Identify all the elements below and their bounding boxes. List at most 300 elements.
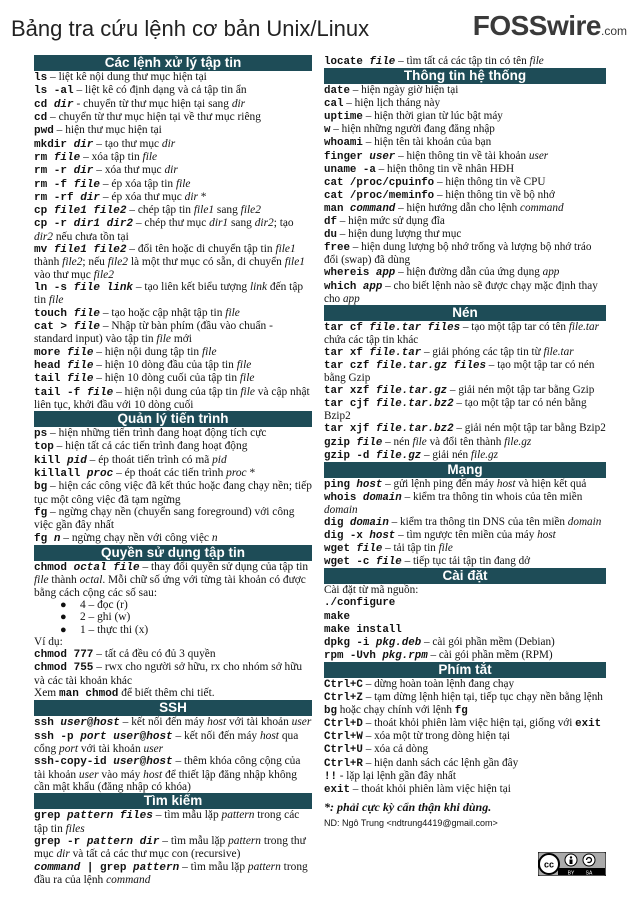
argument-name: pattern (221, 809, 255, 822)
command-text: rpm -Uvh (324, 649, 383, 662)
argument-name: dir (56, 848, 70, 861)
command-row (324, 228, 606, 241)
command-row (34, 648, 312, 661)
command-row (34, 506, 312, 532)
command-row (324, 136, 606, 149)
command-row (324, 123, 606, 136)
command-text: cal (324, 98, 344, 111)
command-row (324, 529, 606, 542)
argument-name: file (412, 435, 427, 448)
command-argument: command (34, 861, 81, 874)
description-text: – hiện tất cả các tiến trình đang hoạt động (53, 440, 248, 453)
command-argument: file.tar (369, 346, 422, 359)
command-row (324, 757, 606, 770)
command-text: ls -al (34, 85, 74, 98)
description-text: . Mỗi chữ số ứng với từng tài khoản có được bằng cách cộng các số sau: (34, 574, 306, 599)
command-row (34, 636, 312, 648)
command-text: Ctrl+Z (324, 692, 363, 705)
command-text: rm (34, 151, 54, 164)
description-text: chứa các tập tin khác (324, 333, 419, 346)
command-row (34, 835, 312, 861)
command-argument: pid (67, 454, 87, 467)
command-argument: port user (80, 730, 140, 743)
warning-note: *: phải cực kỳ cẩn thận khi dùng. (324, 799, 492, 814)
command-argument: file (86, 386, 114, 399)
section-heading: SSH (34, 700, 312, 716)
section-heading: Mạng (324, 462, 606, 478)
command-text: chmod 755 (34, 662, 94, 675)
command-row (34, 427, 312, 440)
description-text: – hiện dung lượng thư mục (336, 228, 462, 241)
command-row (324, 730, 606, 743)
command-row (34, 124, 312, 137)
description-text: * (246, 467, 256, 480)
argument-name: file1 (193, 204, 215, 217)
description-text: – hiện lịch tháng này (343, 97, 441, 110)
list-item: ● 4 – đọc (r) (60, 599, 312, 611)
command-text: which (324, 280, 363, 293)
description-text: – ép xóa tập tin (100, 177, 176, 190)
command-row (34, 440, 312, 453)
command-argument: user (369, 150, 396, 163)
description-text: – tất cả đều có đủ 3 quyền (93, 648, 216, 661)
command-text: @ (139, 730, 147, 743)
command-text: free (324, 242, 350, 255)
command-row (34, 164, 312, 177)
command-text: mv (34, 244, 54, 257)
command-text: ssh (34, 717, 61, 730)
argument-name: file (236, 358, 252, 371)
command-text: tar cjf (324, 398, 376, 411)
command-row (34, 716, 312, 729)
command-argument: octal file (73, 561, 140, 574)
description-text: - lặp lại lệnh gần đây nhất (336, 769, 456, 782)
command-text: tail -f (34, 386, 87, 399)
argument-name: file (201, 345, 217, 358)
description-text: sang (228, 217, 255, 230)
command-row (324, 555, 606, 568)
command-row (324, 649, 606, 662)
argument-name: file (239, 372, 255, 385)
command-text: killall (34, 468, 87, 481)
command-argument: file (67, 359, 94, 372)
argument-name: file1 (275, 243, 296, 256)
description-text: – xóa tập tin (80, 150, 143, 163)
description-text: – hiện thông tin về CPU (434, 175, 546, 188)
command-argument: domain (362, 491, 402, 504)
command-argument: host (146, 730, 173, 743)
command-row (324, 215, 606, 228)
section (34, 793, 312, 886)
description-text: – ép thoát tiến trình có mã (86, 453, 213, 466)
description-text: – gửi lệnh ping đến máy (382, 477, 497, 490)
command-text: cd (34, 98, 54, 111)
command-row (324, 241, 606, 266)
description-text: – Nhập từ bàn phím (đầu vào chuẩn - standard input) vào tập tin (34, 319, 273, 346)
argument-name: file (142, 150, 158, 163)
command-argument: file (73, 307, 101, 320)
command-row (324, 449, 606, 462)
header (11, 10, 627, 48)
section-heading: Thông tin hệ thống (324, 68, 606, 84)
command-argument: dir (73, 165, 94, 178)
permission-list (60, 599, 312, 636)
description-text: – tìm mẫu lặp (179, 860, 248, 873)
command-row (324, 84, 606, 97)
left-column (34, 55, 312, 886)
command-row (324, 542, 606, 555)
command-row (34, 755, 312, 793)
argument-name: dir1 (209, 217, 229, 230)
description-text: – giải nén một tập tar bằng Bzip2 (453, 422, 606, 435)
command-row (34, 111, 312, 124)
description-text: trong các tập tin (34, 809, 300, 835)
command-row (34, 561, 312, 599)
description-text: và đổi tên thành (426, 435, 505, 448)
argument-name: octal (79, 574, 103, 587)
section (34, 545, 312, 700)
command-row (324, 97, 606, 110)
command-text: ls (34, 72, 48, 84)
command-text: ssh-copy-id (34, 756, 114, 769)
command-text: more (34, 346, 68, 359)
command-row (324, 422, 606, 435)
command-row (324, 584, 606, 596)
description-text: – tìm mẫu lặp (152, 809, 222, 822)
description-text: – tạo liên kết biểu tượng (133, 281, 250, 293)
section (324, 68, 606, 305)
description-text: – ngừng chạy nền với công việc (60, 531, 212, 544)
command-argument: file.tar.bz2 (375, 398, 454, 411)
description-text: – kiểm tra thông tin whois của tên miền (401, 490, 583, 503)
command-row (34, 661, 312, 687)
command-argument: app (362, 280, 383, 293)
command-row (324, 359, 606, 384)
command-text: chmod (34, 561, 74, 574)
command-row (34, 359, 312, 372)
description-text: – tìm ngược tên miền của máy (395, 529, 538, 542)
logo-sub: .com (600, 24, 627, 38)
argument-name: user (528, 149, 549, 162)
command-text: wget (324, 543, 357, 556)
argument-name: command (106, 873, 151, 886)
description-text: – hiện mức sử dụng đĩa (336, 215, 445, 228)
command-text: ssh -p (34, 730, 81, 743)
command-argument: file.tar.gz files (375, 359, 486, 372)
command-text: cd (34, 111, 48, 124)
argument-name: file (175, 177, 191, 190)
command-row (324, 596, 606, 609)
description-text: – cài gói phần mềm (RPM) (427, 648, 553, 661)
command-text: cat > (34, 320, 74, 333)
argument-name: file.tar (568, 320, 599, 333)
description-text: – xóa thư mục (93, 164, 165, 177)
description-text: – cho biết lệnh nào sẽ được chạy mặc định thay cho (324, 279, 598, 305)
argument-name: app (342, 292, 360, 305)
list-item: ● 2 – ghi (w) (60, 611, 312, 623)
command-text: top (34, 441, 54, 454)
argument-name: file.gz (504, 435, 532, 448)
command-row (34, 71, 312, 84)
command-text: tar xjf (324, 423, 376, 436)
command-argument: domain (349, 517, 389, 529)
command-argument: dir (80, 191, 101, 204)
command-text: wget -c (324, 556, 376, 569)
description-text: – tạo một tập tar có nén bằng Bzip2 (324, 397, 587, 423)
description-text: – xóa cả dòng (362, 743, 429, 756)
command-text: Ctrl+D (324, 718, 363, 731)
command-row (34, 138, 312, 151)
argument-name: host (259, 729, 279, 742)
command-text: w (324, 124, 331, 137)
description-text: và tất cả các thư mục con (recursive) (69, 848, 241, 861)
description-text: – hiện những tiến trình đang hoạt động tích cực (47, 427, 267, 440)
command-text: whoami (324, 137, 363, 150)
description-text: – hiện thông tin về nhân HĐH (375, 162, 515, 175)
command-text: locate (324, 56, 370, 68)
command-argument: file (67, 346, 94, 359)
command-text: grep -r (34, 835, 87, 848)
command-argument: file1 file2 (53, 244, 127, 257)
description-text: Ví dụ: (34, 635, 63, 648)
command-text: tar xf (324, 346, 370, 359)
description-text: – tạm dừng lệnh hiện tại, tiếp tục chạy nền bằng lệnh (362, 691, 603, 704)
argument-name: app (542, 266, 560, 279)
by-icon (570, 856, 572, 858)
cc-icon: cc (543, 859, 555, 870)
command-text: kill (34, 454, 68, 467)
command-row (324, 770, 606, 783)
description-text: với tài khoản (78, 743, 144, 755)
logo-main: FOSSwire (472, 10, 601, 41)
command-row (324, 397, 606, 422)
command-text: rm -rf (34, 191, 81, 204)
command-row (324, 783, 606, 796)
argument-name: file (240, 385, 255, 398)
command-text: grep (34, 810, 68, 823)
description-text: – giải phóng các tập tin từ (421, 345, 544, 358)
argument-name: file (48, 294, 64, 307)
command-argument: file.gz (375, 449, 422, 462)
command-row (34, 307, 312, 320)
description-text: – tìm mẫu lặp (159, 834, 229, 847)
argument-name: proc (226, 467, 247, 480)
description-text: – tiếp tục tải tập tin đang dở (401, 555, 531, 568)
command-row (34, 861, 312, 887)
argument-name: dir2 (34, 230, 53, 243)
fosswire-logo (473, 10, 627, 42)
argument-name: n (211, 531, 218, 544)
command-argument: file (73, 320, 101, 333)
command-argument: dir (73, 138, 94, 151)
command-text: tar xzf (324, 385, 376, 398)
description-text: – hiện nội dung của tập tin (113, 385, 241, 398)
command-row (34, 809, 312, 835)
description-text: Xem (34, 687, 59, 700)
command-row (34, 532, 312, 545)
by-label: BY (567, 870, 575, 876)
argument-name: dir2 (254, 217, 274, 230)
command-text: bg (34, 481, 48, 494)
section-heading: Quyền sử dụng tập tin (34, 545, 312, 561)
command-text: Ctrl+W (324, 731, 363, 744)
command-argument: file (53, 151, 81, 164)
command-argument: dir1 dir2 (73, 218, 134, 231)
command-argument: host (93, 717, 120, 730)
argument-name: file2 (62, 256, 83, 269)
command-text: ./configure (324, 597, 396, 610)
command-text: man chmod (59, 688, 119, 701)
argument-name: file (529, 55, 544, 67)
description-text: – hiện đường dẫn của ứng dụng (395, 266, 543, 279)
command-text: tar cf (324, 321, 370, 334)
command-text: ping (324, 478, 357, 491)
section-heading: Nén (324, 305, 606, 321)
description-text: – kiểm tra thông tin DNS của tên miền (388, 516, 568, 528)
section (324, 305, 606, 462)
command-row (324, 266, 606, 279)
argument-name: host (143, 768, 163, 781)
argument-name: pattern (228, 834, 261, 847)
description-text: – hiện dung lượng bộ nhớ trống và lượng bộ nhớ tráo đổi (swap) đã dùng (324, 241, 592, 267)
command-text: cp -r (34, 218, 74, 231)
command-row (324, 189, 606, 202)
description-text: – thay đổi quyền sử dụng của tập tin (139, 560, 309, 573)
command-argument: app (375, 267, 396, 280)
section (324, 662, 606, 796)
description-text: – ép xóa thư mục (100, 190, 185, 203)
command-row (34, 217, 312, 243)
command-text: uname -a (324, 163, 376, 176)
description-text: vào thư mục (34, 268, 94, 281)
argument-name: command (520, 201, 564, 214)
description-text: – liệt kê nội dung thư mục hiện tại (47, 71, 207, 83)
command-row (34, 84, 312, 97)
description-text: – tạo một tập tar có tên (460, 320, 569, 333)
translator-credit: ND: Ngô Trung <ndtrung4419@gmail.com> (324, 817, 498, 828)
argument-name: host (496, 477, 516, 490)
command-row (324, 743, 606, 756)
command-text: dig -x (324, 530, 370, 543)
command-argument: file.tar.bz2 (375, 423, 454, 436)
description-text: trong đầu ra của lệnh (34, 860, 308, 886)
section-heading: Tìm kiếm (34, 793, 312, 809)
command-argument: file (375, 556, 402, 569)
command-argument: pkg.rpm (382, 649, 428, 662)
description-text: – hiện ngày giờ hiện tại (349, 84, 459, 97)
command-text: | grep (80, 861, 134, 874)
section (324, 462, 606, 569)
command-row (34, 151, 312, 164)
description-text: hoặc chạy chính với lệnh (336, 704, 455, 717)
command-row (324, 678, 606, 691)
command-text: fg (454, 705, 468, 718)
section (324, 568, 606, 662)
command-argument: proc (86, 468, 114, 481)
description-text: – ngừng chạy nền (chuyển sang foreground) với công việc gần đây nhất (34, 506, 295, 532)
description-text: – thoát khỏi phiên làm việc hiện tại (349, 782, 511, 795)
argument-name: link (249, 281, 268, 293)
command-text: dpkg -i (324, 636, 376, 649)
description-text: để thiết lập đăng nhập không cần mật khẩu (đăng nhập có khóa) (34, 768, 297, 793)
command-text: exit (575, 718, 602, 731)
command-text: finger (324, 150, 370, 163)
command-text: cat /proc/cpuinfo (324, 176, 435, 189)
argument-name: user (143, 743, 164, 755)
command-text: cp (34, 205, 54, 218)
command-text: du (324, 229, 337, 242)
creative-commons-badge (538, 852, 606, 876)
argument-name: file (156, 333, 171, 346)
command-argument: pattern dir (86, 835, 160, 848)
description-text: – hiện nội dung tập tin (93, 345, 202, 358)
command-text: gzip -d (324, 449, 376, 462)
page-title: Bảng tra cứu lệnh cơ bản Unix/Linux (11, 16, 370, 41)
argument-name: user (78, 768, 99, 781)
argument-name: host (207, 716, 227, 729)
command-text: tar czf (324, 359, 376, 372)
description-text: - chuyển từ thư mục hiện tại sang (73, 97, 232, 110)
section (34, 55, 312, 411)
argument-name: file1 (284, 256, 305, 269)
command-row (324, 516, 606, 529)
argument-name: pid (212, 453, 227, 466)
description-text: – hiện 10 dòng cuối của tập tin (93, 372, 240, 385)
description-text: – chuyển từ thư mục hiện tại về thư mục riêng (47, 110, 261, 123)
description-text: – tạo thư mục (93, 137, 162, 150)
sa-icon (583, 854, 595, 866)
command-text: fg (34, 532, 54, 545)
command-argument: host (356, 478, 383, 491)
command-row (324, 346, 606, 359)
description-text: – kết nối đến máy (172, 729, 260, 742)
command-row (34, 243, 312, 281)
section-heading: Cài đặt (324, 568, 606, 584)
description-text: – tạo một tập tar có nén bằng Gzip (324, 358, 595, 385)
description-text: – hiện thông tin về tài khoản (395, 149, 529, 162)
list-item: ● 1 – thực thi (x) (60, 624, 312, 636)
command-row (324, 623, 606, 636)
command-row (324, 691, 606, 717)
argument-name: dir (231, 97, 246, 110)
command-text: !! (324, 770, 337, 783)
argument-name: pattern (247, 860, 281, 873)
argument-name: dir (184, 190, 198, 203)
command-text: dig (324, 517, 350, 529)
command-text: whois (324, 491, 363, 504)
argument-name: domain (324, 503, 358, 516)
command-argument: dir (53, 98, 74, 111)
argument-name: dir (164, 164, 178, 177)
description-text: – hiện hướng dẫn cho lệnh (395, 201, 521, 214)
command-row (324, 717, 606, 730)
description-text: vào máy (98, 768, 144, 781)
command-row (324, 150, 606, 163)
command-argument: pattern files (67, 810, 153, 823)
description-text: – hiện 10 dòng đầu của tập tin (93, 358, 237, 371)
description-text: qua cổng (34, 729, 299, 755)
command-text: head (34, 359, 68, 372)
argument-name: file.gz (470, 448, 498, 461)
command-text: make (324, 610, 350, 623)
command-text: bg (324, 705, 337, 718)
command-argument: user (113, 756, 140, 769)
command-argument: file.tar files (369, 321, 461, 334)
description-text: ; nếu (82, 256, 108, 269)
command-text: rm -r (34, 165, 74, 178)
command-argument: user (60, 717, 87, 730)
command-argument: command (349, 202, 396, 215)
